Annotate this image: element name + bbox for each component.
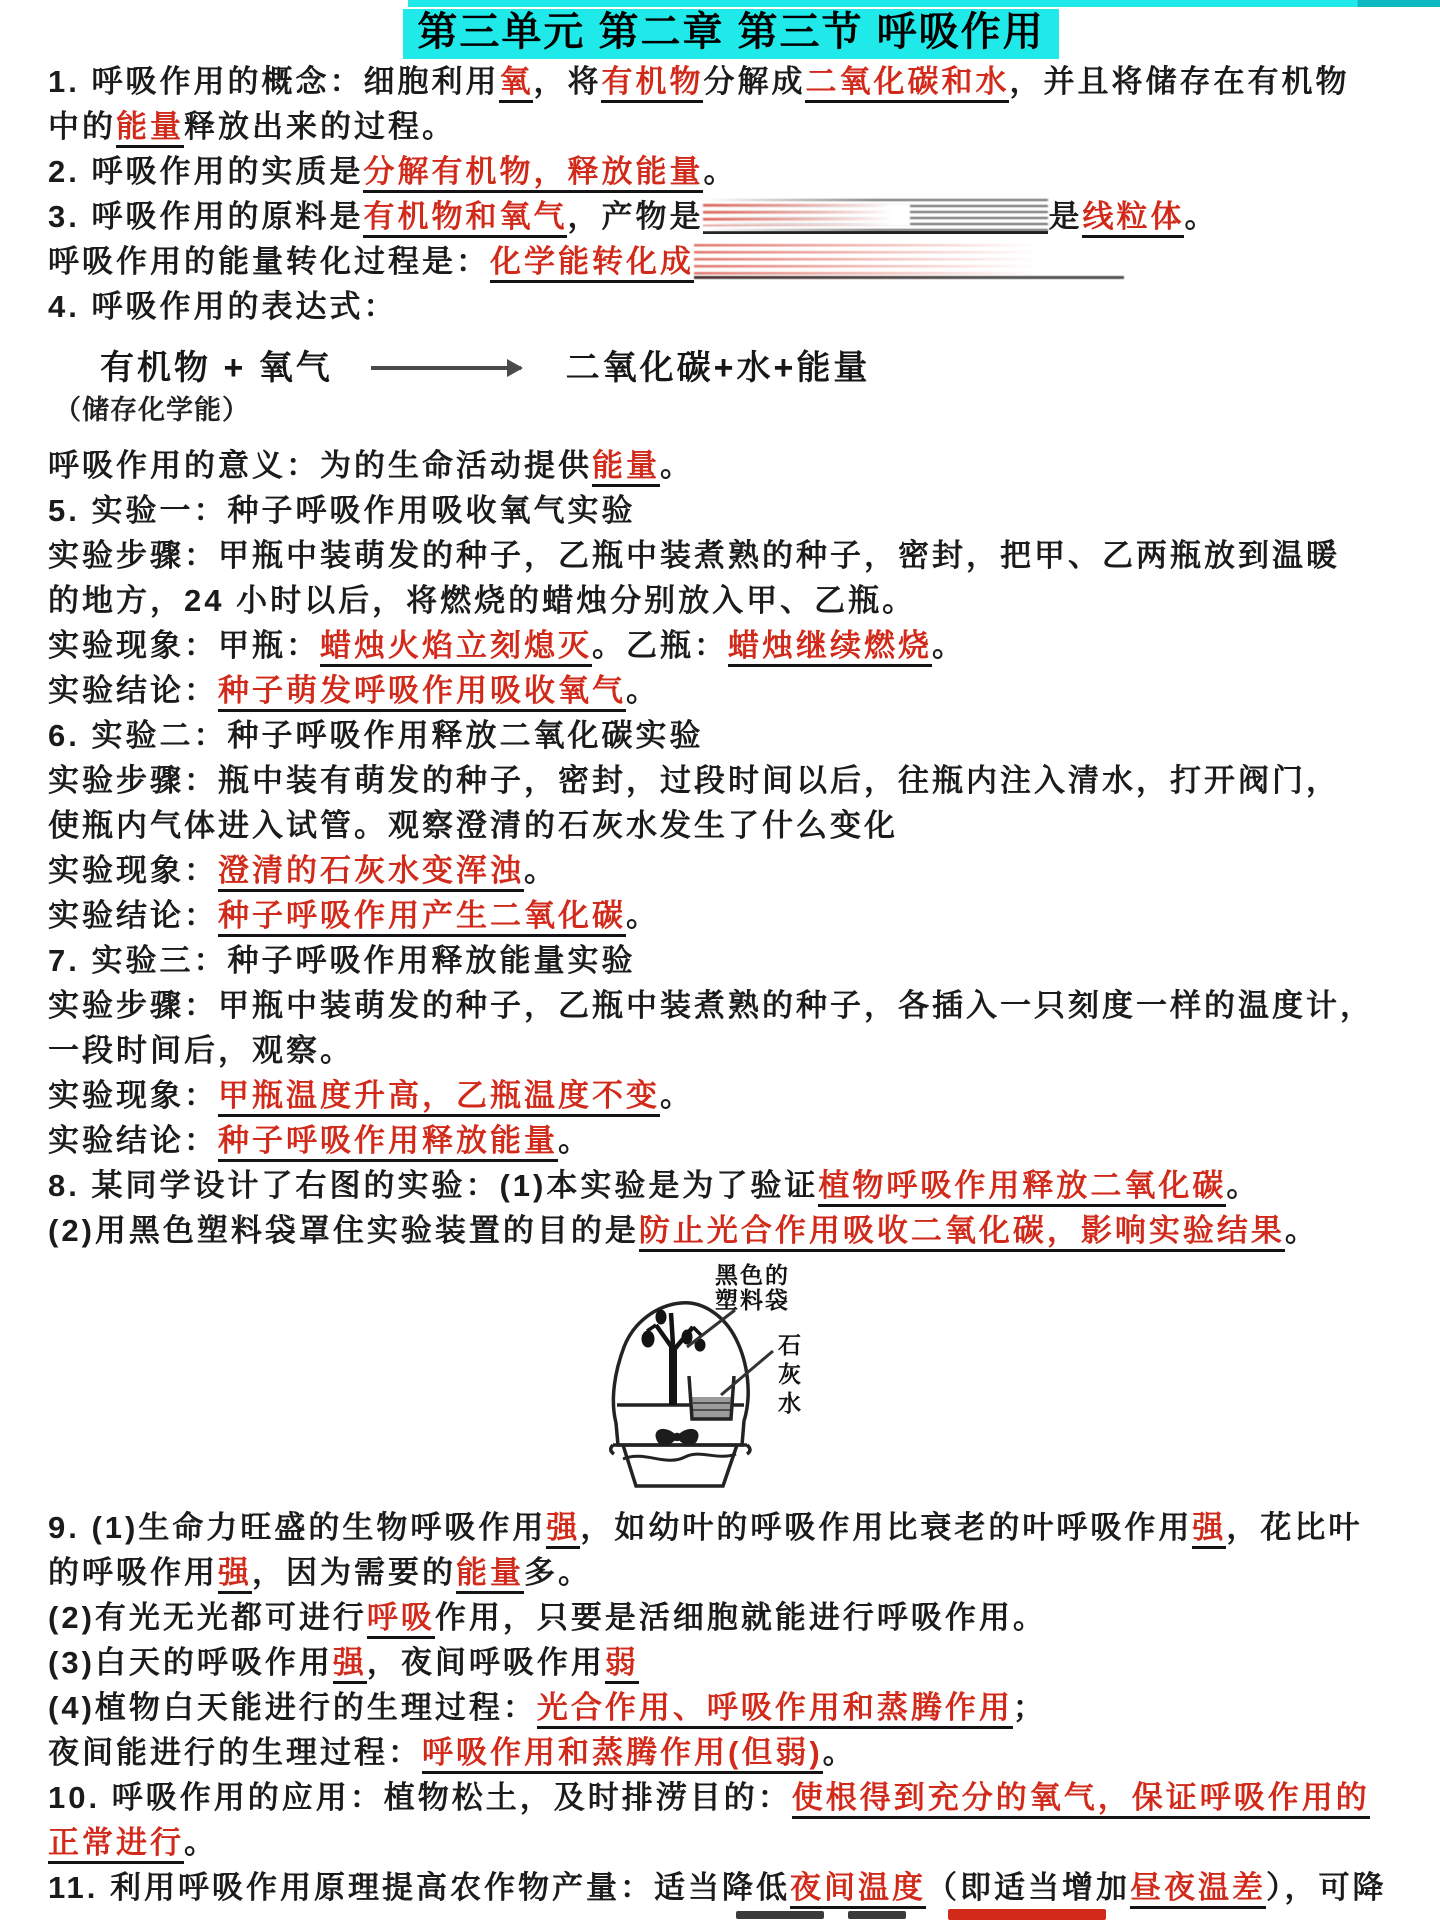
- next-line-cutoff: [0, 1909, 1440, 1920]
- text-segment: ，如幼叶的呼吸作用比衰老的叶呼吸作用: [580, 1510, 1193, 1545]
- text-line: [48, 59, 1414, 104]
- text-line: [48, 1073, 1414, 1118]
- text-line: [48, 1820, 1414, 1865]
- text-segment: 。: [626, 898, 660, 933]
- text-segment: 2. 呼吸作用的实质是: [48, 154, 364, 189]
- flower-pot: [611, 1445, 750, 1486]
- text-line: [48, 533, 1414, 578]
- text-segment: 5. 实验一：种子呼吸作用吸收氧气实验: [48, 493, 636, 528]
- text-segment: 的地方，24 小时以后，将燃烧的蜡烛分别放入甲、乙瓶。: [48, 583, 917, 618]
- answer-text: 有机物和氧气: [363, 199, 567, 238]
- text-line: [48, 194, 1414, 239]
- text-line: [48, 983, 1414, 1028]
- text-segment: 一段时间后，观察。: [48, 1033, 354, 1068]
- answer-text: 氧: [499, 64, 533, 103]
- text-line: [48, 578, 1414, 623]
- answer-text: 强: [1192, 1510, 1226, 1549]
- text-line: [48, 803, 1414, 848]
- equation-note: （储存化学能）: [54, 395, 250, 425]
- text-segment: 。: [703, 154, 738, 189]
- text-segment: 。: [558, 1123, 592, 1158]
- text-segment: 1. 呼吸作用的概念：细胞利用: [48, 64, 500, 99]
- answer-text: 植物呼吸作用释放二氧化碳: [818, 1168, 1226, 1207]
- blurred-illegible-text: [694, 244, 1124, 279]
- text-segment: ，产物是: [567, 199, 704, 234]
- text-segment: 。: [1226, 1168, 1261, 1203]
- text-segment: 呼吸作用的意义：为的生命活动提供: [48, 448, 592, 483]
- text-segment: 。: [626, 673, 660, 708]
- text-segment: (2)有光无光都可进行: [48, 1600, 367, 1635]
- text-segment: 多。: [524, 1555, 592, 1590]
- answer-text: 使根得到充分的氧气，保证呼吸作用的: [792, 1780, 1370, 1819]
- text-line: [48, 938, 1414, 983]
- text-line: [48, 488, 1414, 533]
- answer-text: 夜间温度: [790, 1870, 926, 1909]
- text-segment: 呼吸作用的能量转化过程是：: [48, 244, 490, 279]
- text-line: [48, 1163, 1414, 1208]
- answer-text: 蜡烛继续燃烧: [728, 628, 932, 667]
- answer-text: 能量: [116, 109, 184, 148]
- text-line: [48, 1028, 1414, 1073]
- answer-text: 能量: [592, 448, 660, 487]
- text-segment: 。: [184, 1825, 218, 1860]
- text-line: [48, 623, 1414, 668]
- text-line: [48, 1208, 1414, 1253]
- text-line: [48, 848, 1414, 893]
- text-segment: 6. 实验二：种子呼吸作用释放二氧化碳实验: [48, 718, 704, 753]
- answer-text: 防止光合作用吸收二氧化碳，影响实验结果: [639, 1213, 1285, 1252]
- answer-text: 二氧化碳和水: [805, 64, 1009, 103]
- text-segment: 实验现象：: [48, 1078, 218, 1113]
- text-segment: ；: [1012, 1690, 1047, 1725]
- text-segment: 实验结论：: [48, 898, 218, 933]
- blurred-illegible-text: [703, 199, 1048, 234]
- answer-text: 蜡烛火焰立刻熄灭: [320, 628, 592, 667]
- text-segment: 实验现象：甲瓶：: [48, 628, 320, 663]
- text-segment: 4. 呼吸作用的表达式：: [48, 289, 398, 324]
- notes-section-middle: [48, 443, 1414, 1253]
- equation-products: 二氧化碳+水+能量: [565, 349, 871, 387]
- answer-text: 弱: [605, 1645, 639, 1684]
- text-segment: ），可降: [1266, 1870, 1387, 1905]
- text-line: [48, 239, 1414, 284]
- text-line: [48, 1685, 1414, 1730]
- text-segment: 实验步骤：甲瓶中装萌发的种子，乙瓶中装煮熟的种子，各插入一只刻度一样的温度计，: [48, 988, 1374, 1023]
- text-segment: 释放出来的过程。: [184, 109, 456, 144]
- text-segment: 。: [660, 1078, 694, 1113]
- text-segment: ，花比叶: [1226, 1510, 1363, 1545]
- text-segment: 作用，只要是活细胞就能进行呼吸作用。: [434, 1600, 1047, 1635]
- reaction-arrow-icon: [371, 366, 521, 370]
- text-segment: 。: [660, 448, 694, 483]
- answer-text: 澄清的石灰水变浑浊: [218, 853, 524, 892]
- text-line: [48, 1505, 1414, 1550]
- text-line: [48, 284, 1414, 329]
- notes-section-top: [48, 59, 1414, 329]
- answer-text: 有机物: [601, 64, 703, 103]
- answer-text: 化学能转化成: [490, 244, 694, 283]
- text-segment: (4)植物白天能进行的生理过程：: [48, 1690, 537, 1725]
- text-line: [48, 758, 1414, 803]
- text-line: [48, 1640, 1414, 1685]
- answer-text: 昼夜温差: [1130, 1870, 1266, 1909]
- text-segment: (3)白天的呼吸作用: [48, 1645, 333, 1680]
- text-segment: 10. 呼吸作用的应用：植物松土，及时排涝目的：: [48, 1780, 792, 1815]
- text-line: [48, 443, 1414, 488]
- text-line: [48, 149, 1414, 194]
- limewater-label: 石灰水: [775, 1333, 801, 1420]
- text-segment: 9. (1)生命力旺盛的生物呼吸作用: [48, 1510, 547, 1545]
- answer-text: 强: [218, 1555, 252, 1594]
- text-line: [48, 893, 1414, 938]
- text-line: [48, 1730, 1414, 1775]
- answer-text: 呼吸作用和蒸腾作用(但弱): [422, 1735, 823, 1774]
- respiration-equation: [48, 343, 1414, 393]
- text-segment: ，将: [533, 64, 602, 99]
- text-line: [48, 1595, 1414, 1640]
- text-segment: 3. 呼吸作用的原料是: [48, 199, 364, 234]
- text-line: [48, 1775, 1414, 1820]
- text-line: [48, 1550, 1414, 1595]
- black-bag-outline: [613, 1303, 748, 1445]
- text-segment: 。: [822, 1735, 857, 1770]
- text-line: [48, 104, 1414, 149]
- answer-text: 正常进行: [48, 1825, 184, 1864]
- text-segment: 的呼吸作用: [48, 1555, 218, 1590]
- answer-text: 线粒体: [1082, 199, 1184, 238]
- answer-text: 种子呼吸作用产生二氧化碳: [218, 898, 626, 937]
- answer-text: 甲瓶温度升高，乙瓶温度不变: [218, 1078, 660, 1117]
- text-segment: 实验步骤：甲瓶中装萌发的种子，乙瓶中装煮熟的种子，密封，把甲、乙两瓶放到温暖: [48, 538, 1340, 573]
- text-segment: ，夜间呼吸作用: [366, 1645, 605, 1680]
- answer-text: 呼吸: [367, 1600, 435, 1639]
- text-segment: （即适当增加: [926, 1870, 1130, 1905]
- text-segment: ，并且将储存在有机物: [1009, 64, 1350, 99]
- page-title: 第三单元 第二章 第三节 呼吸作用: [403, 9, 1058, 59]
- text-segment: 。: [1284, 1213, 1319, 1248]
- notes-section-bottom: [48, 1505, 1414, 1910]
- text-segment: 实验结论：: [48, 673, 218, 708]
- text-segment: 实验现象：: [48, 853, 218, 888]
- text-segment: 夜间能进行的生理过程：: [48, 1735, 422, 1770]
- text-segment: 。: [1184, 199, 1219, 234]
- text-segment: 7. 实验三：种子呼吸作用释放能量实验: [48, 943, 636, 978]
- answer-text: 种子呼吸作用释放能量: [218, 1123, 558, 1162]
- text-segment: 分解成: [703, 64, 806, 99]
- answer-text: 种子萌发呼吸作用吸收氧气: [218, 673, 626, 712]
- text-line: [48, 668, 1414, 713]
- text-segment: 实验结论：: [48, 1123, 218, 1158]
- answer-text: 强: [546, 1510, 580, 1549]
- bag-label: 黑色的 塑料袋: [715, 1262, 790, 1313]
- text-segment: 是: [1048, 199, 1083, 234]
- answer-text: 能量: [456, 1555, 524, 1594]
- text-segment: (2)用黑色塑料袋罩住实验装置的目的是: [48, 1213, 639, 1248]
- answer-text: 分解有机物，释放能量: [363, 154, 703, 193]
- text-segment: 使瓶内气体进入试管。观察澄清的石灰水发生了什么变化: [48, 808, 898, 843]
- text-segment: ，因为需要的: [252, 1555, 456, 1590]
- title-row: [48, 9, 1414, 59]
- text-line: [48, 713, 1414, 758]
- answer-text: 强: [333, 1645, 367, 1684]
- text-segment: 8. 某同学设计了右图的实验：(1)本实验是为了验证: [48, 1168, 819, 1203]
- answer-text: 光合作用、呼吸作用和蒸腾作用: [537, 1690, 1013, 1729]
- text-line: [48, 1865, 1414, 1910]
- text-segment: 实验步骤：瓶中装有萌发的种子，密封，过段时间以后，往瓶内注入清水，打开阀门，: [48, 763, 1340, 798]
- equation-reactants: 有机物 + 氧气: [100, 349, 333, 387]
- experiment-figure: [560, 1253, 890, 1505]
- text-segment: 。: [524, 853, 558, 888]
- text-segment: 中的: [48, 109, 116, 144]
- text-segment: 。乙瓶：: [592, 628, 728, 663]
- text-segment: 11. 利用呼吸作用原理提高农作物产量：适当降低: [48, 1870, 790, 1905]
- text-segment: 。: [932, 628, 966, 663]
- text-line: [48, 1118, 1414, 1163]
